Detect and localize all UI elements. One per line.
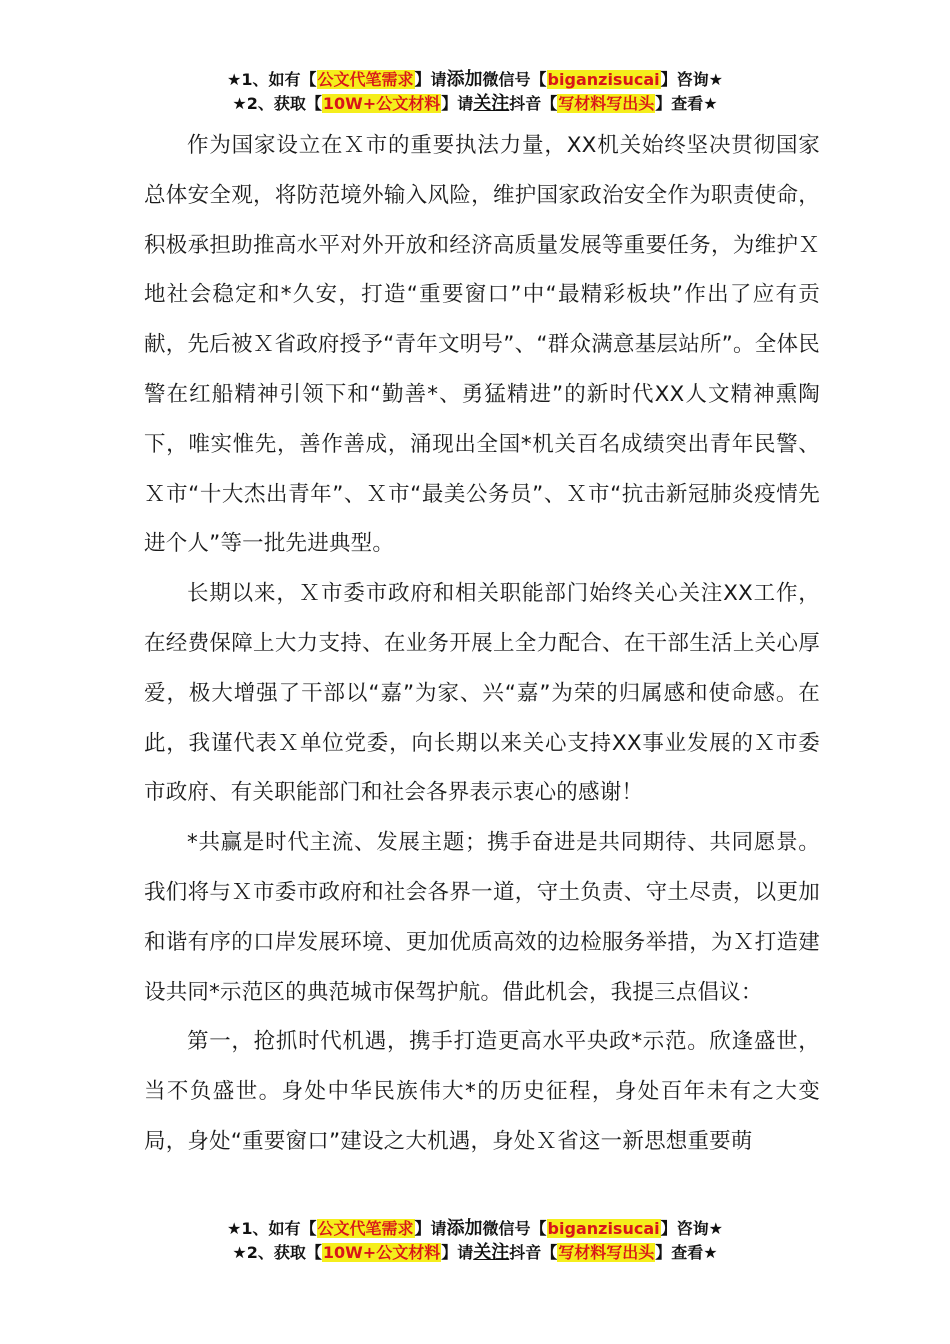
banner-line-2	[0, 1241, 950, 1265]
star-icon: ★	[703, 1243, 718, 1262]
highlight-materials: 10W+公文材料	[322, 94, 441, 113]
highlight-wechat-id: biganzisucai	[547, 1219, 660, 1238]
banner-text: 】请	[441, 94, 474, 113]
highlight-wechat-id: biganzisucai	[547, 70, 660, 89]
banner-text: 1、如有【	[241, 1219, 317, 1238]
banner-text: 】请	[414, 70, 447, 89]
highlight-douyin: 写材料写出头	[558, 94, 655, 113]
star-icon: ★	[708, 1219, 723, 1238]
highlight-service: 公文代笔需求	[317, 1219, 414, 1238]
star-icon: ★	[227, 1219, 242, 1238]
banner-line-1	[0, 68, 950, 92]
banner-text: 抖音【	[509, 1243, 558, 1262]
banner-emphasis: 关注	[473, 93, 510, 114]
star-icon: ★	[232, 1243, 247, 1262]
banner-text: 微信号【	[482, 70, 547, 89]
banner-text: 】查看	[655, 94, 704, 113]
highlight-douyin: 写材料写出头	[558, 1243, 655, 1262]
banner-text: 】请	[414, 1219, 447, 1238]
highlight-materials: 10W+公文材料	[322, 1243, 441, 1262]
document-body	[144, 121, 820, 1167]
banner-text: 2、获取【	[246, 94, 322, 113]
banner-emphasis: 关注	[473, 1242, 510, 1263]
bottom-banner	[0, 1217, 950, 1265]
banner-line-2	[0, 92, 950, 116]
banner-text: 】查看	[655, 1243, 704, 1262]
banner-line-1	[0, 1217, 950, 1241]
banner-text: 微信号【	[482, 1219, 547, 1238]
banner-text: 1、如有【	[241, 70, 317, 89]
star-icon: ★	[227, 70, 242, 89]
star-icon: ★	[232, 94, 247, 113]
banner-emphasis: 添加	[446, 69, 483, 90]
banner-text: 】咨询	[660, 1219, 709, 1238]
banner-emphasis: 添加	[446, 1218, 483, 1239]
banner-text: 】请	[441, 1243, 474, 1262]
highlight-service: 公文代笔需求	[317, 70, 414, 89]
top-banner	[0, 68, 950, 116]
paragraph-4: 第一，抢抓时代机遇，携手打造更高水平央政*示范。欣逢盛世，当不负盛世。身处中华民族伟大*的历史征程，身处百年未有之大变局，身处“重要窗口”建设之大机遇，身处Ｘ省这一新思想重要萌	[144, 1029, 820, 1154]
star-icon: ★	[708, 70, 723, 89]
star-icon: ★	[703, 94, 718, 113]
paragraph-1: 作为国家设立在Ｘ市的重要执法力量，XX机关始终坚决贯彻国家总体安全观，将防范境外输入风险，维护国家政治安全作为职责使命，积极承担助推高水平对外开放和经济高质量发展等重要任务，为维护Ｘ地社会稳定和*久安，打造“重要窗口”中“最精彩板块”作出了应有贡献，先后被Ｘ省政府授予“青年文明号”、“群众满意基层站所”。全体民警在红船精神引领下和“勤善*、勇猛精进”的新时代XX人文精神熏陶下，唯实惟先，善作善成，涌现出全国*机关百名成绩突出青年民警、Ｘ市“十大杰出青年”、Ｘ市“最美公务员”、Ｘ市“抗击新冠肺炎疫情先进个人”等一批先进典型。	[144, 133, 820, 557]
banner-text: 抖音【	[509, 94, 558, 113]
banner-text: 】咨询	[660, 70, 709, 89]
banner-text: 2、获取【	[246, 1243, 322, 1262]
paragraph-3: *共赢是时代主流、发展主题；携手奋进是共同期待、共同愿景。我们将与Ｘ市委市政府和社会各界一道，守土负责、守土尽责，以更加和谐有序的口岸发展环境、更加优质高效的边检服务举措，为Ｘ打造建设共同*示范区的典范城市保驾护航。借此机会，我提三点倡议：	[144, 830, 820, 1005]
paragraph-2: 长期以来，Ｘ市委市政府和相关职能部门始终关心关注XX工作，在经费保障上大力支持、在业务开展上全力配合、在干部生活上关心厚爱，极大增强了干部以“嘉”为家、兴“嘉”为荣的归属感和使命感。在此，我谨代表Ｘ单位党委，向长期以来关心支持XX事业发展的Ｘ市委市政府、有关职能部门和社会各界表示衷心的感谢！	[144, 581, 820, 806]
